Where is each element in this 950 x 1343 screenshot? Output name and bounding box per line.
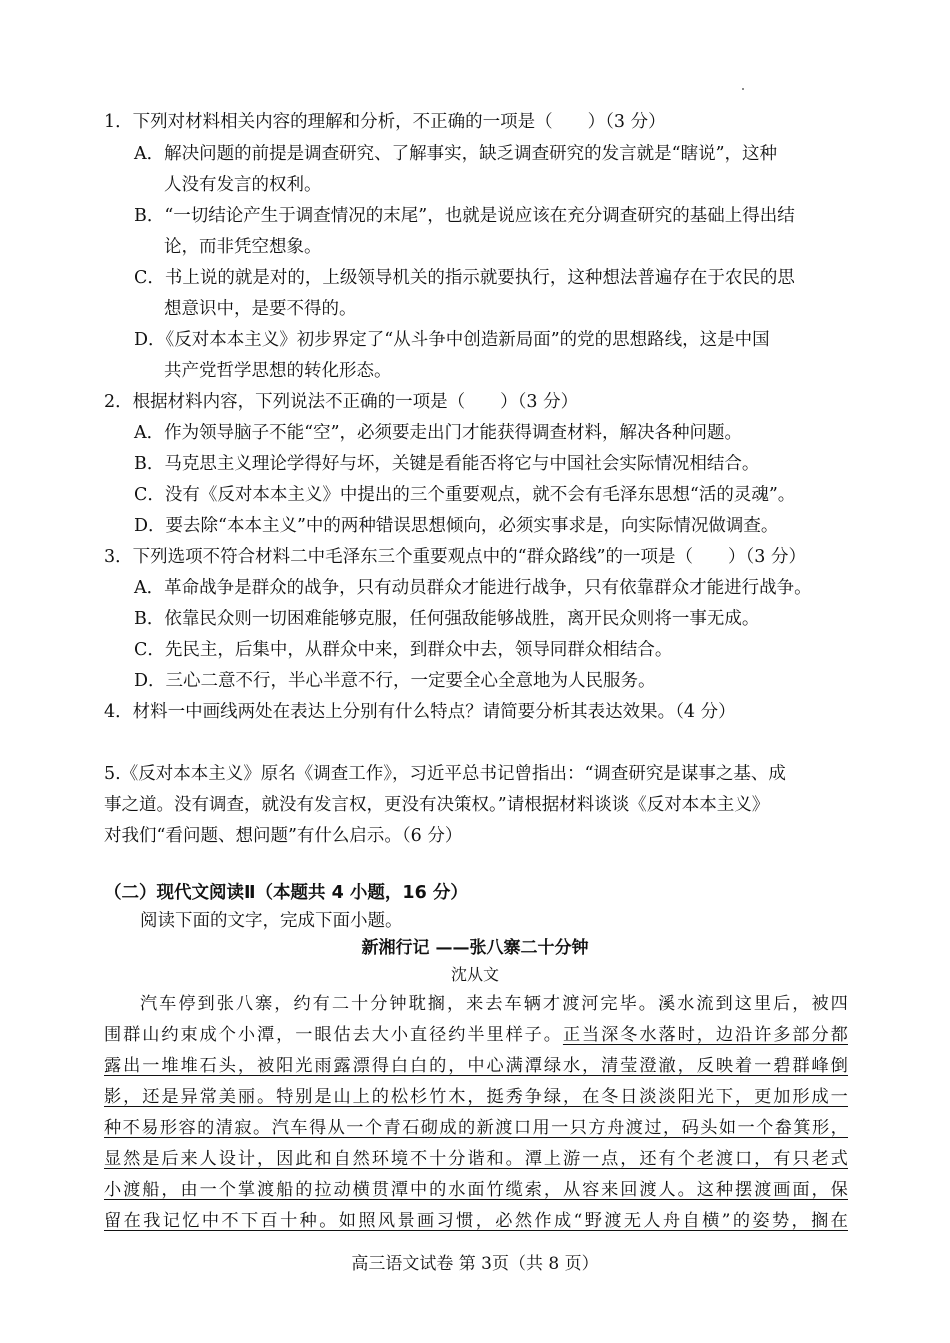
section-heading: （二）现代文阅读Ⅱ（本题共 4 小题，16 分） (104, 883, 468, 903)
passage-line-3: 露出一堆堆石头，被阳光雨露漂得白白的，中心满潭绿水，清莹澄澈，反映着一碧群峰倒 (104, 1056, 848, 1076)
passage-author: 沈从文 (450, 965, 499, 984)
question-3-option-d: D．三心二意不行，半心半意不行，一定要全心全意地为人民服务。 (134, 671, 656, 691)
question-3-stem: 3．下列选项不符合材料二中毛泽东三个重要观点中的“群众路线”的一项是（ ）（3 分） (104, 547, 806, 567)
question-2-option-b: B．马克思主义理论学得好与坏，关键是看能否将它与中国社会实际情况相结合。 (134, 454, 760, 474)
question-1-option-d-cont: 共产党哲学思想的转化形态。 (164, 361, 392, 381)
question-3-option-c: C．先民主，后集中，从群众中来，到群众中去，领导同群众相结合。 (134, 640, 673, 660)
passage-line-1: 汽车停到张八寨，约有二十分钟耽搁，来去车辆才渡河完毕。溪水流到这里后，被四 (140, 994, 848, 1014)
passage-line-4: 影，还是异常美丽。特别是山上的松杉竹木，挺秀争绿，在冬日淡淡阳光下，更加形成一 (104, 1087, 848, 1107)
question-5-line-2: 事之道。没有调查，就没有发言权，更没有决策权。”请根据材料谈谈《反对本本主义》 (104, 795, 770, 815)
section-instruction: 阅读下面的文字，完成下面小题。 (140, 911, 403, 931)
question-1-option-b-cont: 论，而非凭空想象。 (164, 237, 322, 257)
question-2-option-a: A．作为领导脑子不能“空”，必须要走出门才能获得调查材料，解决各种问题。 (134, 423, 743, 443)
passage-line-5: 种不易形容的清寂。汽车得从一个青石砌成的新渡口用一只方舟渡过，码头如一个畚箕形， (104, 1118, 848, 1138)
question-2-stem: 2．根据材料内容，下列说法不正确的一项是（ ）（3 分） (104, 392, 579, 412)
question-1-option-c-cont: 想意识中，是要不得的。 (164, 299, 357, 319)
question-5-line-3: 对我们“看问题、想问题”有什么启示。（6 分） (104, 826, 463, 846)
question-4-stem: 4．材料一中画线两处在表达上分别有什么特点？请简要分析其表达效果。（4 分） (104, 702, 736, 722)
question-1-option-b: B．“一切结论产生于调查情况的末尾”，也就是说应该在充分调查研究的基础上得出结 (134, 206, 795, 226)
question-1-option-d: D．《反对本本主义》初步界定了“从斗争中创造新局面”的党的思想路线，这是中国 (134, 330, 770, 350)
question-3-option-b: B．依靠民众则一切困难能够克服，任何强敌能够战胜，离开民众则将一事无成。 (134, 609, 760, 629)
question-1-option-a: A．解决问题的前提是调查研究、了解事实，缺乏调查研究的发言就是“瞎说”，这种 (134, 144, 778, 164)
page-footer: 高三语文试卷 第 3页（共 8 页） (351, 1254, 599, 1274)
passage-line-7: 小渡船，由一个掌渡船的拉动横贯潭中的水面竹缆索，从容来回渡人。这种摆渡画面，保 (104, 1180, 848, 1200)
question-1-stem: 1．下列对材料相关内容的理解和分析，不正确的一项是（ ）（3 分） (104, 112, 666, 132)
question-1-option-a-cont: 人没有发言的权利。 (164, 175, 322, 195)
underlined-passage: 正当深冬水落时，边沿许多部分都 (562, 1025, 848, 1045)
question-1-option-c: C．书上说的就是对的，上级领导机关的指示就要执行，这种想法普遍存在于农民的思 (134, 268, 795, 288)
question-3-option-a: A．革命战争是群众的战争，只有动员群众才能进行战争，只有依靠群众才能进行战争。 (134, 578, 812, 598)
question-5-line-1: 5.《反对本本主义》原名《调查工作》，习近平总书记曾指出：“调查研究是谋事之基、成 (104, 764, 786, 784)
scan-speck (742, 88, 744, 90)
question-2-option-d: D．要去除“本本主义”中的两种错误思想倾向，必须实事求是，向实际情况做调查。 (134, 516, 779, 536)
passage-title: 新湘行记 ——张八寨二十分钟 (361, 938, 589, 958)
question-2-option-c: C．没有《反对本本主义》中提出的三个重要观点，就不会有毛泽东思想“活的灵魂”。 (134, 485, 796, 505)
passage-line-6: 显然是后来人设计，因此和自然环境不十分谐和。潭上游一点，还有个老渡口，有只老式 (104, 1149, 848, 1169)
passage-line-2: 围群山约束成个小潭，一眼估去大小直径约半里样子。正当深冬水落时，边沿许多部分都 (104, 1025, 848, 1045)
passage-line-8: 留在我记忆中不下百十种。如照风景画习惯，必然作成“野渡无人舟自横”的姿势，搁在 (104, 1211, 848, 1231)
